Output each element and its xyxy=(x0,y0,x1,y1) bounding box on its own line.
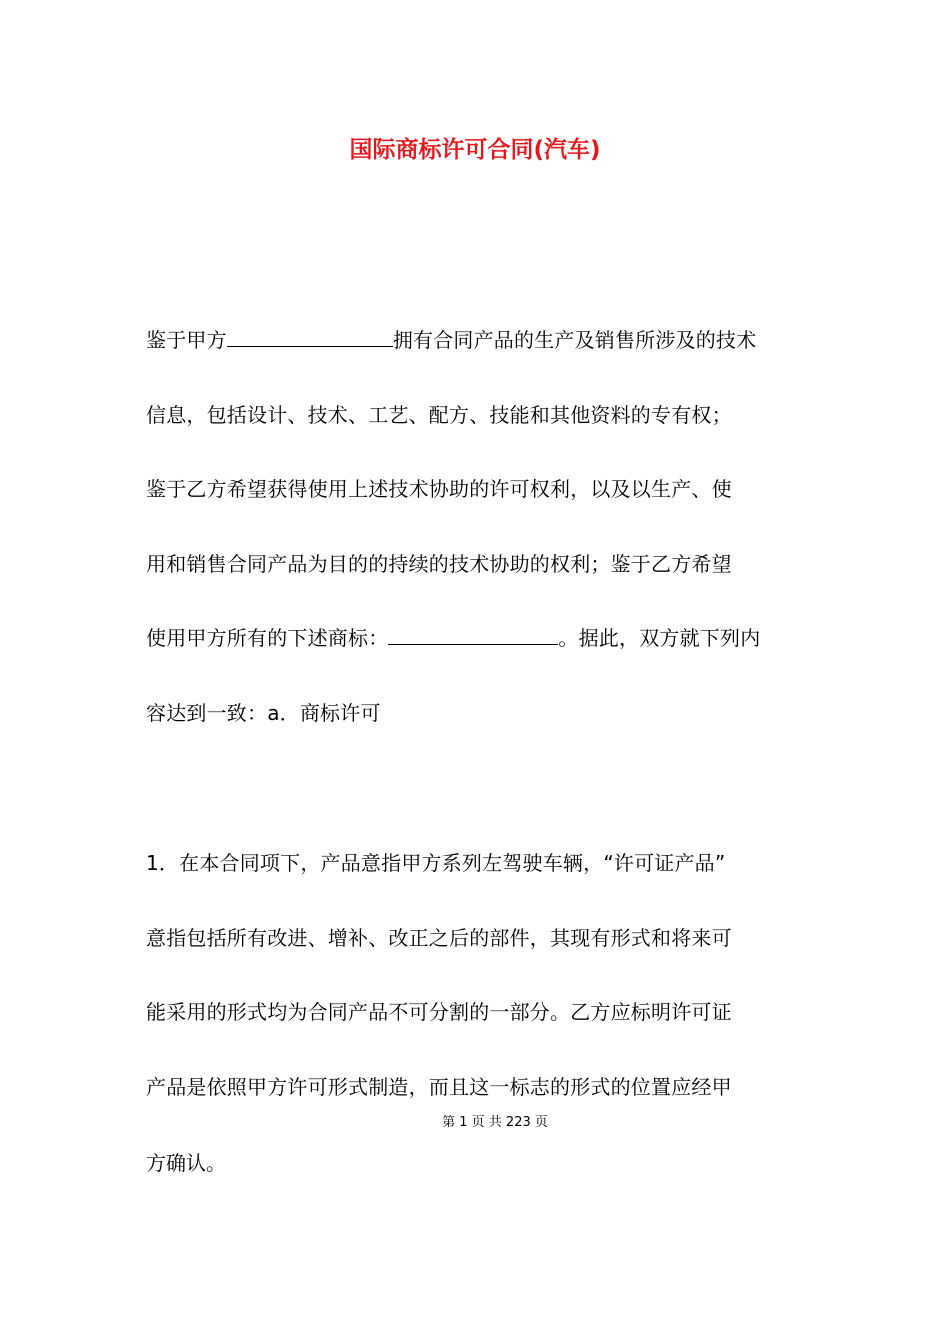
text-segment: 。据此，双方就下列内 xyxy=(558,626,761,650)
blank-field-trademark xyxy=(388,622,558,645)
text-line: 意指包括所有改进、增补、改正之后的部件，其现有形式和将来可 xyxy=(146,925,732,950)
text-line: 产品是依照甲方许可形式制造，而且这一标志的形式的位置应经甲 xyxy=(146,1074,732,1099)
document-title: 国际商标许可合同(汽车) xyxy=(349,137,601,163)
text-line: 信息，包括设计、技术、工艺、配方、技能和其他资料的专有权； xyxy=(146,402,732,427)
text-line: 用和销售合同产品为目的的持续的技术协助的权利；鉴于乙方希望 xyxy=(146,551,732,576)
text-segment: 鉴于甲方 xyxy=(146,328,227,352)
text-line xyxy=(146,303,811,378)
paragraph-recitals xyxy=(146,303,811,750)
text-line xyxy=(146,601,811,676)
text-segment: 拥有合同产品的生产及销售所涉及的技术 xyxy=(392,328,757,352)
paragraph-clause-1 xyxy=(146,826,811,1124)
blank-field-party-a xyxy=(227,324,393,347)
text-line: 鉴于乙方希望获得使用上述技术协助的许可权利，以及以生产、使 xyxy=(146,477,732,501)
text-line: 容达到一致：a．商标许可 xyxy=(146,700,381,725)
page-number-footer: 第 1 页 共 223 页 xyxy=(442,1115,548,1130)
text-line: 能采用的形式均为合同产品不可分割的一部分。乙方应标明许可证 xyxy=(146,1000,732,1024)
text-line: 1．在本合同项下，产品意指甲方系列左驾驶车辆，“许可证产品” xyxy=(146,851,726,875)
text-line: 方确认。 xyxy=(146,1151,226,1175)
text-segment: 使用甲方所有的下述商标： xyxy=(146,626,389,650)
